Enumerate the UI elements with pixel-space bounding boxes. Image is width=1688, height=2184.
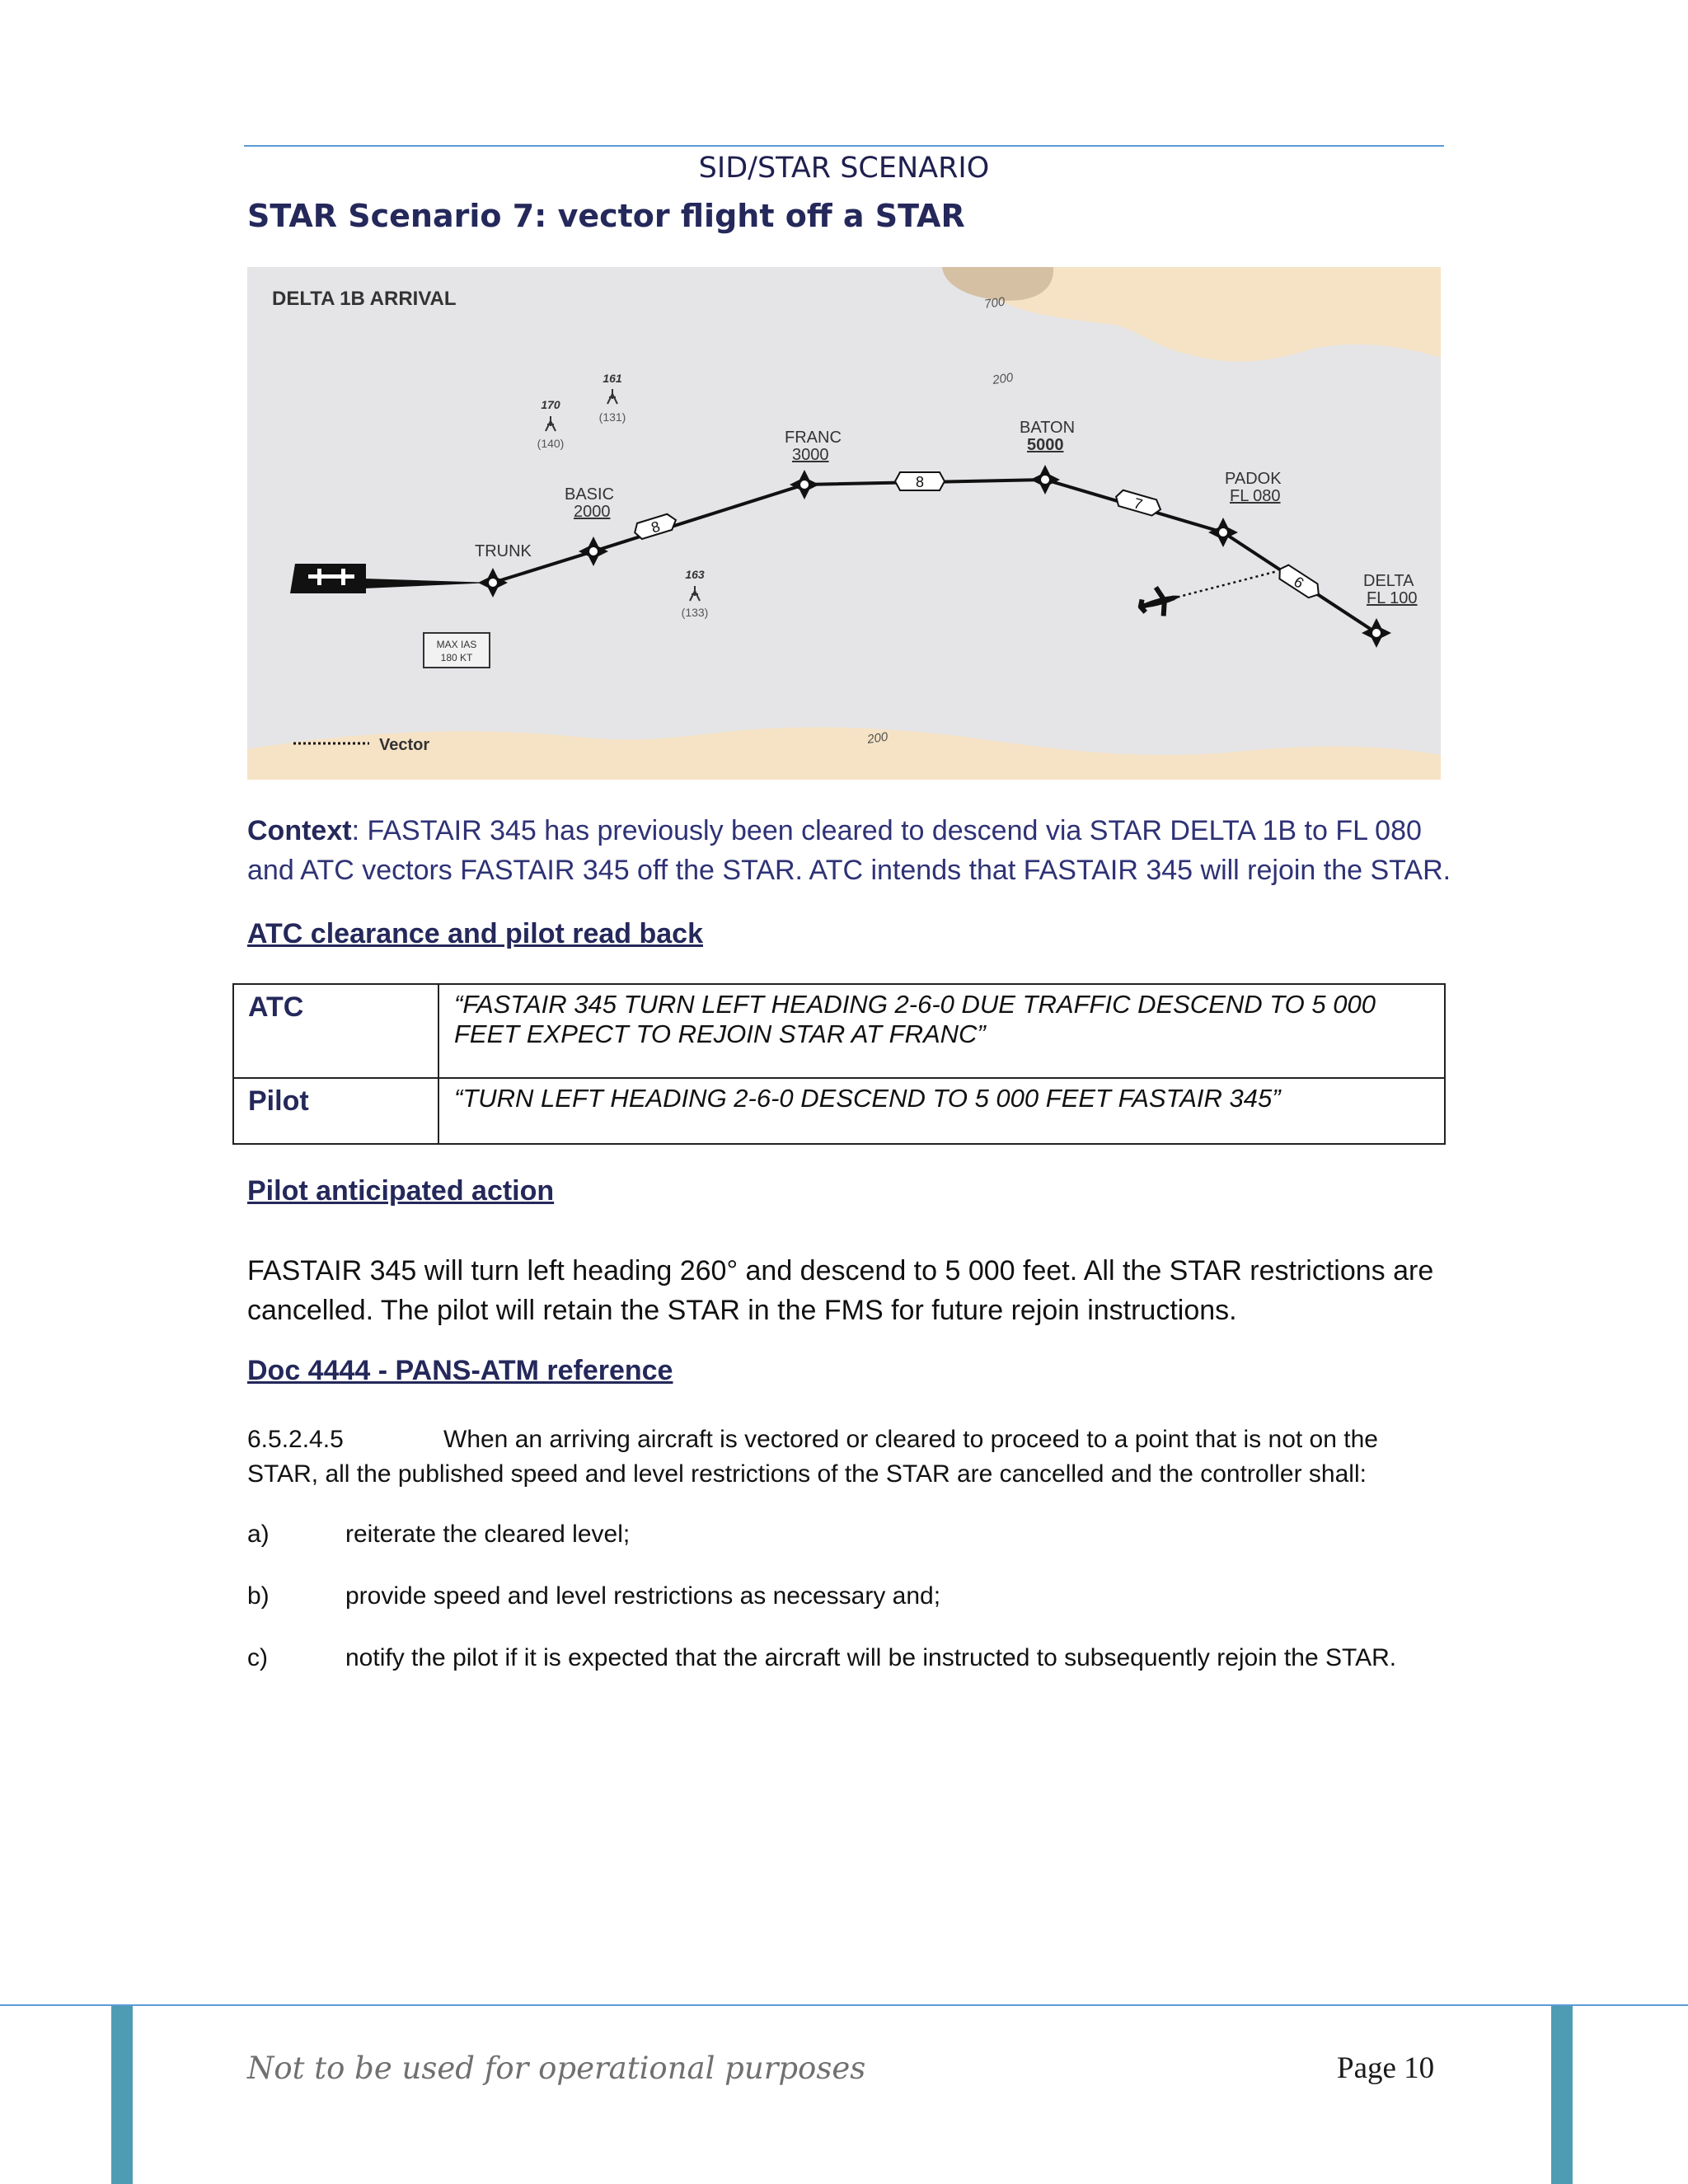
waypoint-name: BATON (1020, 419, 1076, 437)
leg-distance-tag (895, 472, 945, 490)
runway-icon (290, 564, 366, 593)
phraseology-cell: “FASTAIR 345 TURN LEFT HEADING 2-6-0 DUE TRAFFIC DESCEND TO 5 000 FEET EXPECT TO REJOIN STAR AT FRANC” (438, 984, 1445, 1078)
reference-paragraph (247, 1422, 1451, 1492)
terrain-label: 700 (983, 294, 1006, 312)
leg-distance: 8 (915, 474, 925, 490)
list-letter: c) (247, 1644, 268, 1671)
waypoint-name: FRANC (785, 429, 842, 447)
obstacle-elevation: 161 (603, 372, 622, 385)
legend-vector-label: Vector (379, 736, 430, 754)
phraseology-cell: “TURN LEFT HEADING 2-6-0 DESCEND TO 5 000 FEET FASTAIR 345” (438, 1078, 1445, 1144)
speaker-cell: ATC (233, 984, 438, 1078)
list-item (247, 1521, 630, 1549)
waypoint-name: PADOK (1225, 470, 1282, 488)
table-row (233, 1078, 1445, 1144)
waypoint-altitude: FL 080 (1230, 487, 1281, 505)
context-text: : FASTAIR 345 has previously been cleared to descend via STAR DELTA 1B to FL 080 and ATC vectors FASTAIR 345 off the STAR. ATC intends that FASTAIR 345 will rejoin the STAR. (247, 815, 1451, 886)
footer-note: Not to be used for operational purposes (247, 2050, 866, 2086)
leg-distance: 7 (1132, 494, 1145, 513)
anticipated-heading: Pilot anticipated action (247, 1175, 555, 1207)
list-text: reiterate the cleared level; (345, 1521, 631, 1548)
clearance-table (232, 983, 1446, 1145)
waypoint-altitude: 3000 (792, 446, 829, 464)
running-header: SID/STAR SCENARIO (698, 152, 990, 185)
footer-bar-right (1551, 2006, 1573, 2184)
reference-text: When an arriving aircraft is vectored or cleared to proceed to a point that is not on the STAR, all the published speed and level restrictions of the STAR are cancelled and the controller shall: (247, 1426, 1378, 1488)
waypoint-name: TRUNK (475, 542, 532, 560)
clearance-heading: ATC clearance and pilot read back (247, 918, 703, 949)
list-letter: b) (247, 1582, 270, 1610)
obstacle-amsl: (131) (598, 410, 626, 424)
reference-heading: Doc 4444 - PANS-ATM reference (247, 1355, 673, 1386)
chart-title: DELTA 1B ARRIVAL (272, 288, 457, 310)
waypoint-name: DELTA (1363, 572, 1414, 590)
page-title: STAR Scenario 7: vector flight off a STAR (247, 198, 965, 234)
list-text: notify the pilot if it is expected that the aircraft will be instructed to subsequently rejoin the STAR. (345, 1644, 1397, 1671)
obstacle-amsl: (140) (537, 437, 565, 450)
footer-rule (0, 2004, 1688, 2006)
table-row (233, 984, 1445, 1078)
waypoint-altitude: 2000 (574, 503, 611, 521)
context-paragraph (247, 811, 1459, 890)
page-number: Page 10 (1337, 2051, 1435, 2085)
waypoint-name: BASIC (565, 485, 615, 504)
terrain-label: 200 (992, 370, 1015, 387)
leg-distance: 8 (649, 518, 663, 537)
speed-restriction-value: 180 KT (440, 652, 473, 663)
list-text: provide speed and level restrictions as necessary and; (345, 1582, 941, 1610)
star-chart-figure (247, 267, 1441, 780)
obstacle-amsl: (133) (681, 606, 709, 619)
list-item (247, 1582, 940, 1610)
obstacle-elevation: 170 (541, 398, 560, 411)
obstacle-elevation: 163 (685, 568, 705, 581)
speaker-cell: Pilot (233, 1078, 438, 1144)
waypoint-altitude: 5000 (1027, 436, 1064, 454)
footer-bar-left (111, 2006, 133, 2184)
context-label: Context (247, 815, 352, 846)
list-letter: a) (247, 1521, 270, 1548)
reference-number: 6.5.2.4.5 (247, 1426, 344, 1453)
waypoint-altitude: FL 100 (1367, 589, 1418, 607)
star-chart (247, 267, 1441, 780)
leg-distance: 6 (1291, 573, 1307, 592)
terrain-label: 200 (866, 729, 889, 747)
header-rule (244, 145, 1444, 147)
anticipated-paragraph: FASTAIR 345 will turn left heading 260° and descend to 5 000 feet. All the STAR restrictions are cancelled. The pilot will retain the STAR in the FMS for future rejoin instructions. (247, 1255, 1434, 1326)
speed-restriction-label: MAX IAS (436, 639, 477, 650)
list-item (247, 1644, 1396, 1672)
